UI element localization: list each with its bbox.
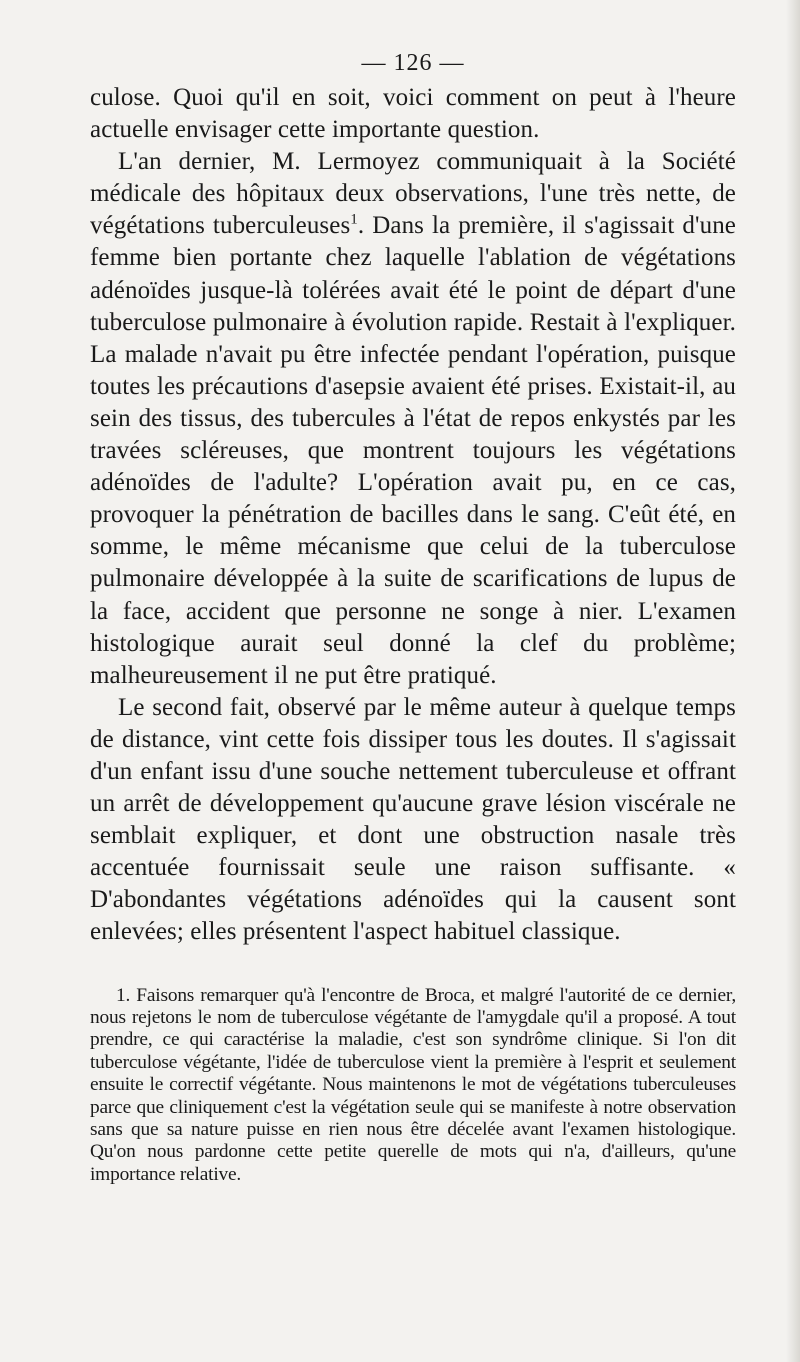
page-number: — 126 —	[361, 50, 465, 76]
footnotes	[90, 985, 736, 1187]
footnote-text: Faisons remarquer qu'à l'encontre de Broca, et malgré l'autorité de ce dernier, nous rejetons le nom de tuberculose végétante de l'amygdale qu'il a proposé. A tout prendre, ce qui caractérise la maladie, c'est son syndrôme clinique. Si l'on dit tuberculose végétante, l'idée de tuberculose vient la première à l'esprit et seulement ensuite le correctif végétante. Nous maintenons le mot de végétations tuberculeuses parce que cliniquement c'est la végétation seule qui se manifeste à notre observation sans que sa nature puisse en rien nous être décelée avant l'examen histologique. Qu'on nous pardonne cette petite querelle de mots qui n'a, d'ailleurs, qu'une importance relative.	[90, 984, 736, 1185]
paragraph-2-text-after-ref: . Dans la première, il s'agissait d'une femme bien portante chez laquelle l'ablation de végétations adénoïdes jusque-là tolérées avait été le point de départ d'une tuberculose pulmonaire à évolution rapide. Restait à l'expliquer. La malade n'avait pu être infectée pendant l'opération, puisque toutes les précautions d'asepsie avaient été prises. Existait-il, au sein des tissus, des tubercules à l'état de repos enkystés par les travées scléreuses, que montrent toujours les végétations adénoïdes de l'adulte? L'opération avait pu, en ce cas, provoquer la pénétration de bacilles dans le sang. C'eût été, en somme, le même mécanisme que celui de la tuberculose pulmonaire développée à la suite de scarifications de lupus de la face, accident que personne ne songe à nier. L'examen histologique aurait seul donné la clef du problème; malheureusement il ne put être pratiqué.	[90, 212, 736, 689]
footnote-1	[90, 985, 736, 1187]
footnote-reference: 1	[350, 212, 358, 229]
book-page	[90, 44, 736, 1186]
footnote-marker: 1.	[116, 984, 131, 1006]
paragraph-2	[90, 146, 736, 692]
body-text	[90, 82, 736, 949]
paragraph-3: Le second fait, observé par le même auteur à quelque temps de distance, vint cette fois dissiper tous les doutes. Il s'agissait d'un enfant issu d'une souche nettement tuberculeuse et offrant un arrêt de développement qu'aucune grave lésion viscérale ne semblait expliquer, et dont une obstruction nasale très accentuée fournissait seule une raison suffisante. « D'abondantes végétations adénoïdes qui la causent sont enlevées; elles présentent l'aspect habituel classique.	[90, 693, 736, 946]
paragraph-2-text-before-ref: L'an dernier, M. Lermoyez communiquait à la Société médicale des hôpitaux deux observations, l'une très nette, de végétations tuberculeuses	[90, 148, 736, 240]
page-edge-shadow	[786, 0, 800, 1362]
paragraph-1: culose. Quoi qu'il en soit, voici comment on peut à l'heure actuelle envisager cette importante question.	[90, 84, 736, 144]
